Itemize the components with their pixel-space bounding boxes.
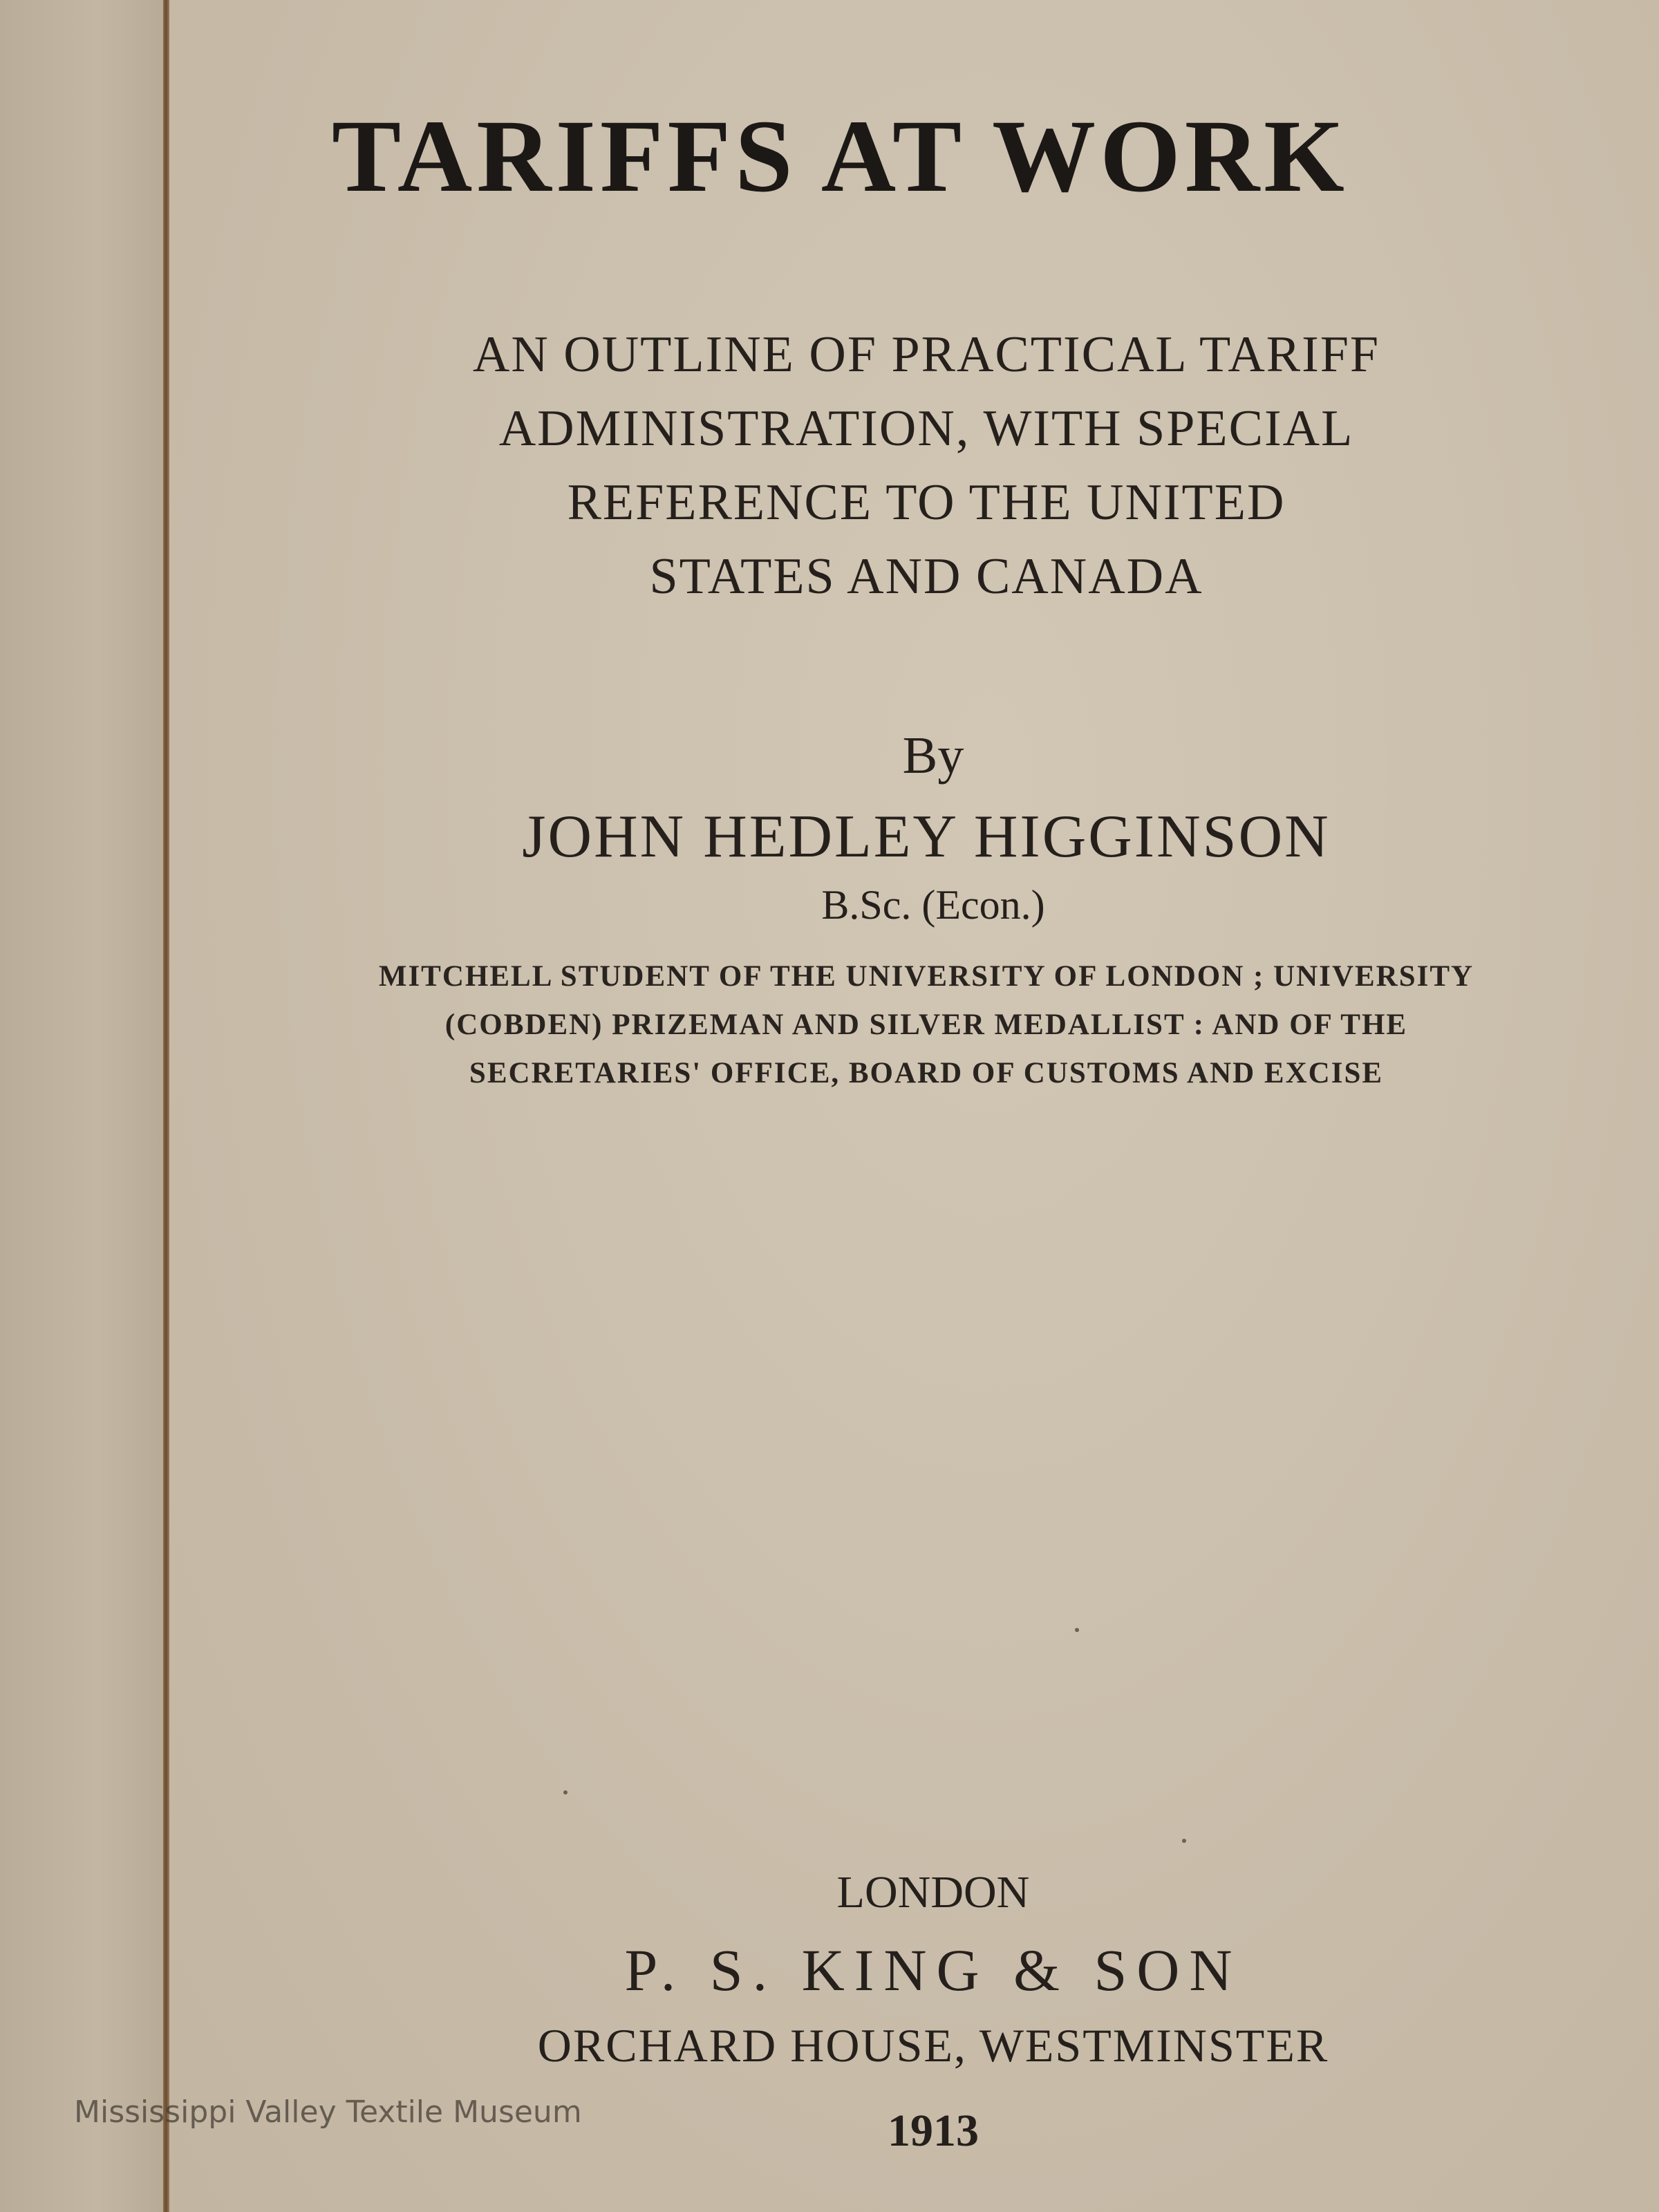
author-degree: B.Sc. (Econ.): [821, 882, 1045, 928]
publication-year: 1913: [888, 2106, 979, 2156]
book-subtitle: [318, 318, 1535, 614]
by-line: By: [902, 727, 964, 785]
publisher-address: ORCHARD HOUSE, WESTMINSTER: [537, 2019, 1329, 2072]
paper-speck: [563, 1790, 568, 1794]
credentials-line: (COBDEN) PRIZEMAN AND SILVER MEDALLIST : AND OF THE: [444, 1009, 1408, 1041]
author-credentials: [325, 953, 1528, 1098]
publication-place: LONDON: [836, 1867, 1030, 1918]
museum-watermark: Mississippi Valley Textile Museum: [74, 2094, 582, 2130]
credentials-line: SECRETARIES' OFFICE, BOARD OF CUSTOMS AND EXCISE: [469, 1057, 1384, 1089]
paper-speck: [1182, 1839, 1186, 1843]
credentials-line: MITCHELL STUDENT OF THE UNIVERSITY OF LONDON ; UNIVERSITY: [378, 960, 1474, 993]
author-name: JOHN HEDLEY HIGGINSON: [522, 803, 1331, 870]
subtitle-line: REFERENCE TO THE UNITED: [567, 474, 1286, 531]
book-spine: [163, 0, 169, 2212]
subtitle-line: AN OUTLINE OF PRACTICAL TARIFF: [472, 326, 1380, 383]
subtitle-line: ADMINISTRATION, WITH SPECIAL: [498, 400, 1354, 457]
publisher-name: P. S. KING & SON: [624, 1937, 1242, 2003]
paper-speck: [1075, 1628, 1079, 1632]
book-title: TARIFFS AT WORK: [332, 99, 1349, 214]
left-page: [0, 0, 165, 2212]
subtitle-line: STATES AND CANADA: [649, 548, 1203, 605]
